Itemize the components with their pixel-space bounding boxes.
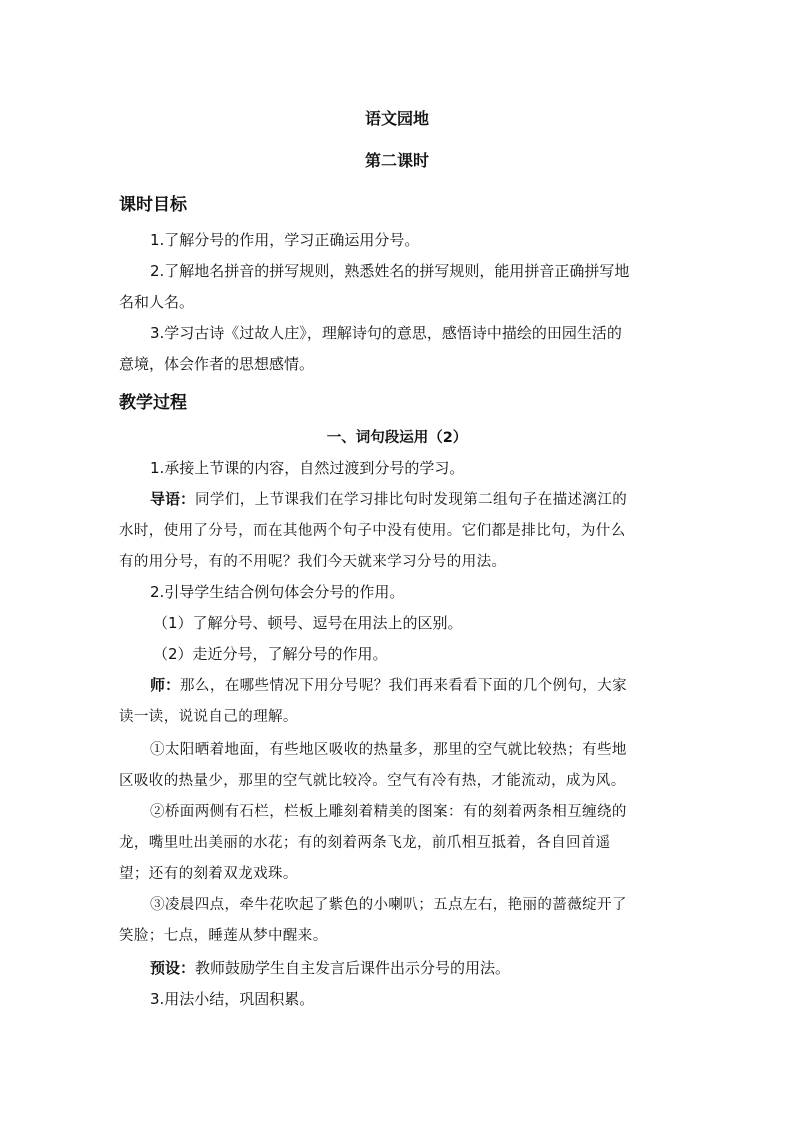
step-3: 3.用法小结，巩固积累。 [150, 990, 315, 1008]
example-2-line-2: 龙，嘴里吐出美丽的水花；有的刻着两条飞龙，前爪相互抵着，各自回首遥 [119, 835, 611, 851]
preset-line [150, 957, 510, 978]
guide-line-3: 有的用分号，有的不用呢？我们今天就来学习分号的用法。 [119, 554, 507, 570]
preset-text: 教师鼓励学生自主发言后课件出示分号的用法。 [195, 959, 511, 977]
teacher-text-1: 那么，在哪些情况下用分号呢？我们再来看看下面的几个例句，大家 [180, 678, 628, 694]
preset-label: 预设： [150, 959, 196, 977]
document-title: 语文园地 [364, 109, 429, 128]
guide-text-1: 同学们，上节课我们在学习排比句时发现第二组句子在描述漓江的 [195, 492, 628, 508]
teacher-label: 师： [150, 676, 181, 694]
process-heading: 教学过程 [119, 393, 187, 413]
example-1-line-1: ①太阳晒着地面，有些地区吸收的热量多，那里的空气就比较热；有些地 [150, 742, 627, 758]
goal-item-3-line-2: 意境，体会作者的思想感情。 [119, 355, 315, 373]
teacher-line-1 [150, 674, 627, 695]
goal-item-1: 1.了解分号的作用，学习正确运用分号。 [150, 231, 420, 249]
document-subtitle: 第二课时 [364, 151, 429, 170]
teacher-line-2: 读一读，说说自己的理解。 [119, 709, 298, 725]
sub-step-1: （1）了解分号、顿号、逗号在用法上的区别。 [153, 614, 463, 632]
example-1-line-2: 区吸收的热量少，那里的空气就比较冷。空气有冷有热，才能流动，成为风。 [119, 773, 626, 789]
guide-line-2: 水时，使用了分号，而在其他两个句子中没有使用。它们都是排比句，为什么 [119, 523, 626, 539]
example-2-line-1: ②桥面两侧有石栏，栏板上雕刻着精美的图案：有的刻着两条相互缠绕的 [150, 804, 627, 820]
example-3-line-2: 笑脸；七点，睡莲从梦中醒来。 [119, 928, 328, 944]
step-2: 2.引导学生结合例句体会分号的作用。 [150, 583, 405, 601]
example-3-line-1: ③凌晨四点，牵牛花吹起了紫色的小喇叭；五点左右，艳丽的蔷薇绽开了 [150, 897, 627, 913]
goal-item-2-line-1: 2.了解地名拼音的拼写规则，熟悉姓名的拼写规则，能用拼音正确拼写地 [150, 262, 630, 280]
example-2-line-3: 望；还有的刻着双龙戏珠。 [119, 866, 298, 882]
goal-item-3-line-1: 3.学习古诗《过故人庄》，理解诗句的意思，感悟诗中描绘的田园生活的 [150, 324, 622, 342]
goal-item-2-line-2: 名和人名。 [119, 293, 195, 311]
sub-step-2: （2）走近分号，了解分号的作用。 [153, 645, 388, 663]
guide-label: 导语： [150, 490, 196, 508]
guide-line-1 [150, 488, 627, 509]
section-heading: 一、词句段运用（2） [326, 430, 468, 446]
step-1: 1.承接上节课的内容，自然过渡到分号的学习。 [150, 459, 465, 477]
goals-heading: 课时目标 [119, 195, 187, 215]
